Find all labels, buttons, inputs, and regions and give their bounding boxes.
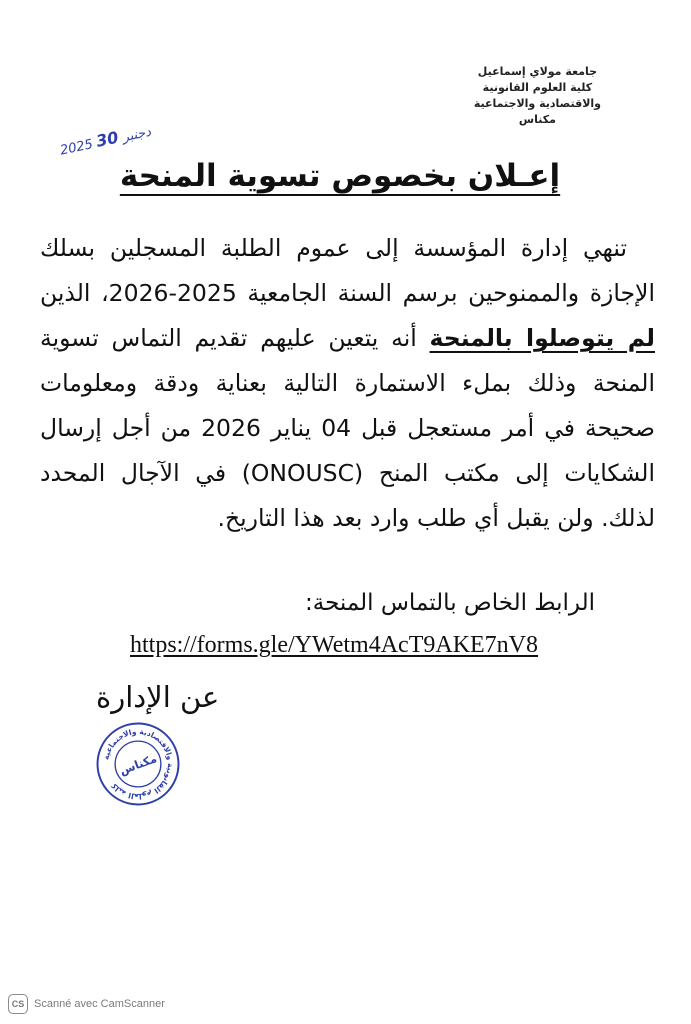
header-line-university: جامعة مولاي إسماعيل [477, 65, 598, 78]
faculty-seal [94, 720, 182, 808]
seal-ring-text: كلية العلوم القانونية والاقتصادية والاجتماعية [101, 727, 175, 801]
header-line-faculty: كلية العلوم القانونية [482, 81, 593, 94]
date-year: 2025 [58, 137, 95, 159]
form-link[interactable]: https://forms.gle/YWetm4AcT9AKE7nV8 [130, 632, 539, 658]
scanner-footer [8, 994, 165, 1014]
date-stamp [58, 121, 152, 159]
seal-center-text: مكناس [117, 751, 159, 778]
header-line-faculty-cont: والاقتصادية والاجتماعية [473, 97, 601, 110]
body-text-part2: أنه يتعين عليهم تقديم التماس تسوية المنحة وذلك بملء الاستمارة التالية بعناية ودقة ومعلومات صحيحة في أمر مستعجل قبل 04 يناير 2026 من أجل إرسال الشكايات إلى مكتب المنح (ONOUSC) في الآجال المحدد لذلك. ولن يقبل أي طلب وارد بعد هذا التاريخ. [40, 324, 655, 532]
scanner-text: Scanné avec CamScanner [34, 998, 165, 1010]
body-text-part1: تنهي إدارة المؤسسة إلى عموم الطلبة المسجلين بسلك الإجازة والممنوحين برسم السنة الجامعية 2025-2026، الذين [40, 234, 655, 307]
header-line-city: مكناس [518, 113, 556, 126]
announcement-title: إعـلان بخصوص تسوية المنحة [119, 158, 561, 194]
body-emphasis: لم يتوصلوا بالمنحة [429, 324, 655, 352]
date-month: دجنبر [121, 124, 153, 146]
announcement-body [40, 226, 655, 541]
institution-header [474, 64, 601, 128]
link-label: الرابط الخاص بالتماس المنحة: [304, 590, 595, 616]
camscanner-logo-icon: CS [8, 994, 28, 1014]
signature-text: عن الإدارة [96, 680, 220, 714]
date-day: 30 [94, 127, 121, 151]
